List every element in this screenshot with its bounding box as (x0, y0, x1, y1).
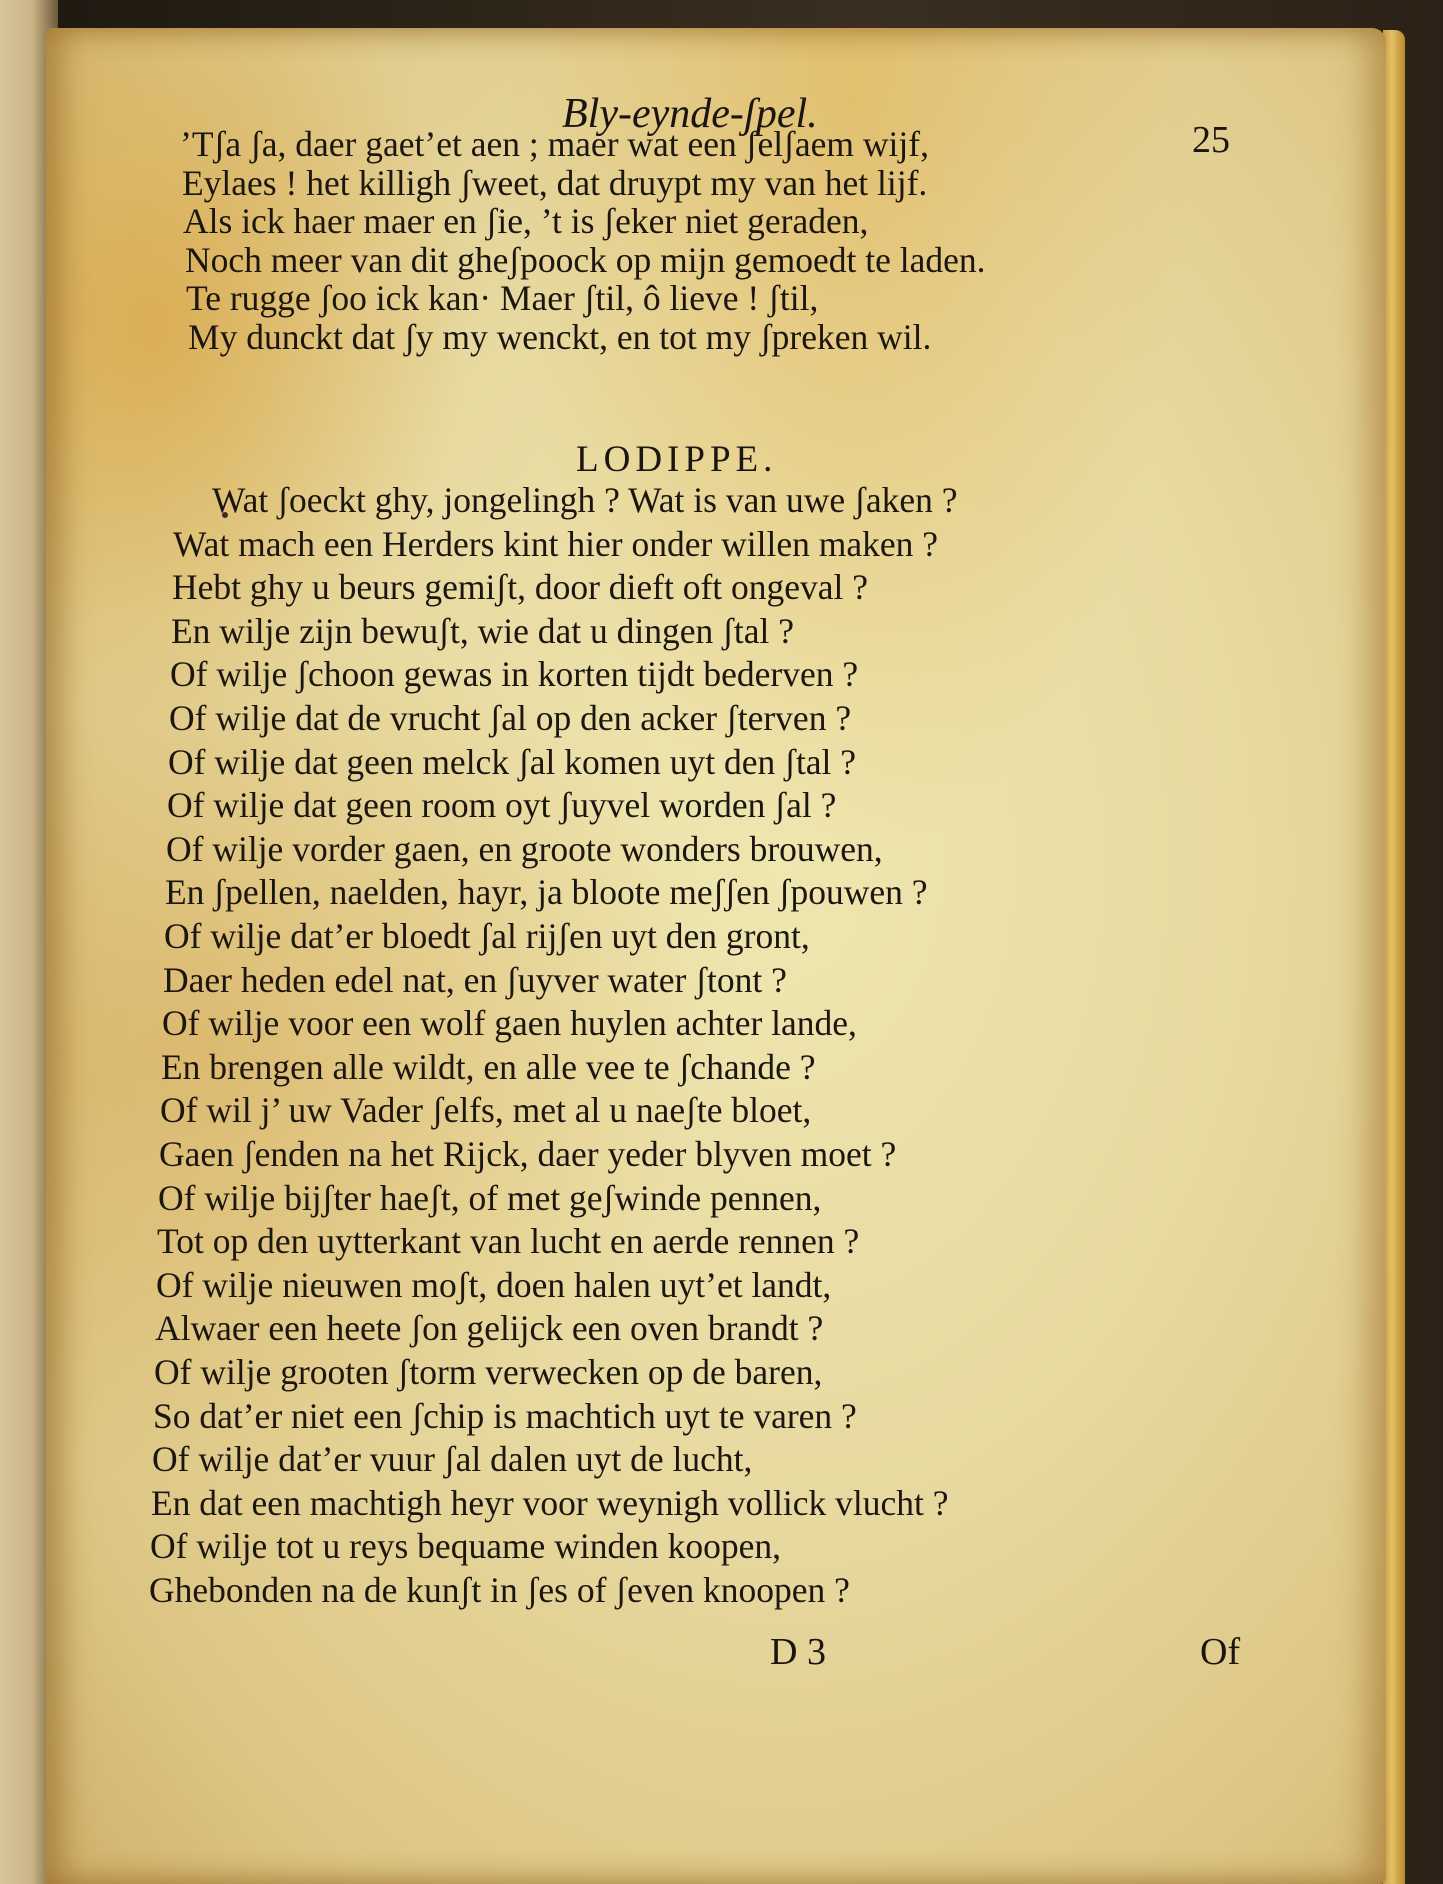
verse-line: Als ick haer maer en ʃie, ’t is ʃeker niet geraden, (183, 201, 869, 241)
verse-line: Of wilje dat’er vuur ʃal dalen uyt de lucht, (152, 1439, 753, 1480)
verse-line: Of wilje nieuwen moʃt, doen halen uyt’et landt, (156, 1264, 832, 1305)
verse-line: En wilje zijn bewuʃt, wie dat u dingen ʃtal ? (171, 610, 795, 651)
verse-line: Of wilje grooten ʃtorm verwecken op de baren, (154, 1352, 823, 1392)
running-head: Bly-eynde-ʃpel. (562, 91, 818, 137)
verse-line: En ʃpellen, naelden, hayr, ja bloote meʃʃen ʃpouwen ? (165, 872, 928, 913)
verse-line: Alwaer een heete ʃon gelijck een oven brandt ? (155, 1308, 824, 1349)
verse-line: Of wilje dat’er bloedt ʃal rijʃen uyt den gront, (164, 916, 810, 956)
verse-line: Of wilje ʃchoon gewas in korten tijdt bederven ? (170, 654, 859, 695)
verse-line: Wat mach een Herders kint hier onder willen maken ? (173, 523, 939, 564)
verse-line: So dat’er niet een ʃchip is machtich uyt te varen ? (153, 1395, 857, 1436)
verse-line: Gaen ʃenden na het Rijck, daer yeder blyven moet ? (159, 1134, 897, 1174)
book-page (46, 28, 1386, 1884)
verse-line: En brengen alle wildt, en alle vee te ʃchande ? (161, 1046, 816, 1087)
verse-line: Wat ʃoeckt ghy, jongelingh ? Wat is van uwe ʃaken ? (212, 480, 958, 520)
verse-line: Tot op den uytterkant van lucht en aerde rennen ? (157, 1221, 860, 1262)
verse-line: Noch meer van dit gheʃpoock op mijn gemoedt te laden. (185, 239, 986, 280)
verse-line: Of wilje bijʃter haeʃt, of met geʃwinde pennen, (158, 1177, 822, 1218)
signature-mark: D 3 (770, 1631, 826, 1673)
verse-line: Eylaes ! het killigh ʃweet, dat druypt my van het lijf. (182, 162, 928, 203)
verse-line: En dat een machtigh heyr voor weynigh vollick vlucht ? (151, 1482, 949, 1523)
verse-line: Hebt ghy u beurs gemiʃt, door dieft oft ongeval ? (172, 567, 869, 608)
verse-line: Ghebonden na de kunʃt in ʃes of ʃeven knoopen ? (149, 1570, 850, 1610)
verse-line: Te rugge ʃoo ick kan· Maer ʃtil, ô lieve ! ʃtil, (186, 278, 819, 318)
catchword: Of (1200, 1631, 1241, 1673)
verse-line: Of wilje tot u reys bequame winden koopen, (150, 1526, 781, 1567)
verse-line: My dunckt dat ʃy my wenckt, en tot my ʃpreken wil. (188, 316, 932, 357)
verse-line: Of wil j’ uw Vader ʃelfs, met al u naeʃte bloet, (160, 1090, 812, 1131)
verse-line: Of wilje voor een wolf gaen huylen achter lande, (162, 1003, 857, 1044)
verse-line: Of wilje vorder gaen, en groote wonders brouwen, (166, 828, 883, 869)
speaker-heading: LODIPPE. (576, 439, 778, 480)
book-fore-edge (1383, 30, 1405, 1884)
verse-line: Of wilje dat de vrucht ʃal op den acker ʃterven ? (169, 698, 852, 738)
verse-line: Daer heden edel nat, en ʃuyver water ʃtont ? (163, 959, 787, 1000)
verse-line: Of wilje dat geen melck ʃal komen uyt den ʃtal ? (168, 741, 857, 782)
page-number: 25 (1192, 119, 1230, 161)
verse-line: Of wilje dat geen room oyt ʃuyvel worden ʃal ? (167, 785, 837, 826)
verse-line: ’Tʃa ʃa, daer gaet’et aen ; maer wat een ʃelʃaem wijf, (180, 124, 929, 164)
